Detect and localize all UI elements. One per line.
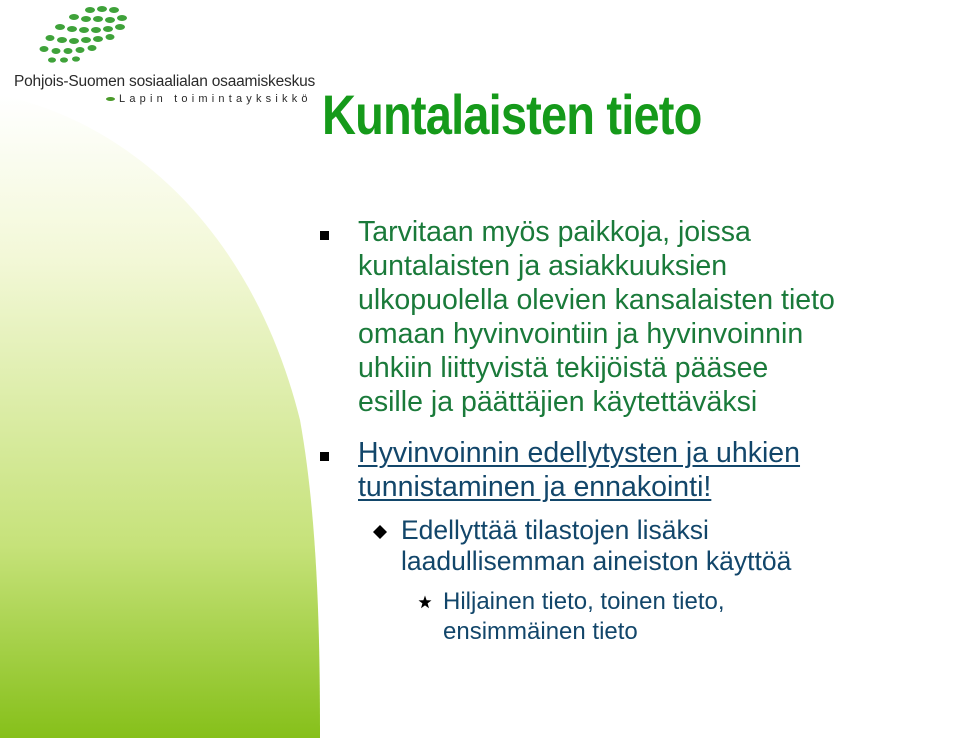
- bullet-line-link[interactable]: Hyvinvoinnin edellytysten ja uhkien: [358, 437, 801, 469]
- square-bullet-icon: [320, 231, 329, 240]
- slide-title: Kuntalaisten tieto: [322, 83, 702, 146]
- bullet-line: esille ja päättäjien käytettäväksi: [358, 386, 758, 418]
- sub-sub-bullet-line: ensimmäinen tieto: [443, 618, 638, 645]
- bullet-line: omaan hyvinvointiin ja hyvinvoinnin: [358, 318, 804, 350]
- sub-bullet-line: Edellyttää tilastojen lisäksi: [401, 515, 709, 545]
- bullet-line: Tarvitaan myös paikkoja, joissa: [358, 216, 751, 248]
- sub-sub-bullet-1: [443, 587, 725, 647]
- sub-sub-bullet-line: Hiljainen tieto, toinen tieto,: [443, 588, 725, 615]
- bullet-line: ulkopuolella olevien kansalaisten tieto: [358, 284, 835, 316]
- bullet-line: uhkiin liittyvistä tekijöistä pääsee: [358, 352, 769, 384]
- organization-unit-label: Lapin toimintayksikkö: [119, 93, 312, 105]
- sub-bullet-line: laadullisemman aineiston käyttöä: [401, 546, 792, 576]
- bullet-line-wrap: [358, 436, 800, 470]
- diamond-bullet-icon: [373, 525, 387, 539]
- sub-bullet-1: [401, 515, 791, 577]
- organization-name: Pohjois-Suomen sosiaalialan osaamiskeskus: [14, 73, 316, 90]
- square-bullet-icon: [320, 452, 329, 461]
- bullet-line-wrap: [358, 470, 800, 504]
- bullet-line: kuntalaisten ja asiakkuuksien: [358, 250, 728, 282]
- bullet-line-link[interactable]: tunnistaminen ja ennakointi!: [358, 471, 712, 503]
- bullet-1: [358, 215, 835, 419]
- star-bullet-icon: [418, 595, 432, 609]
- bullet-2: [358, 436, 800, 504]
